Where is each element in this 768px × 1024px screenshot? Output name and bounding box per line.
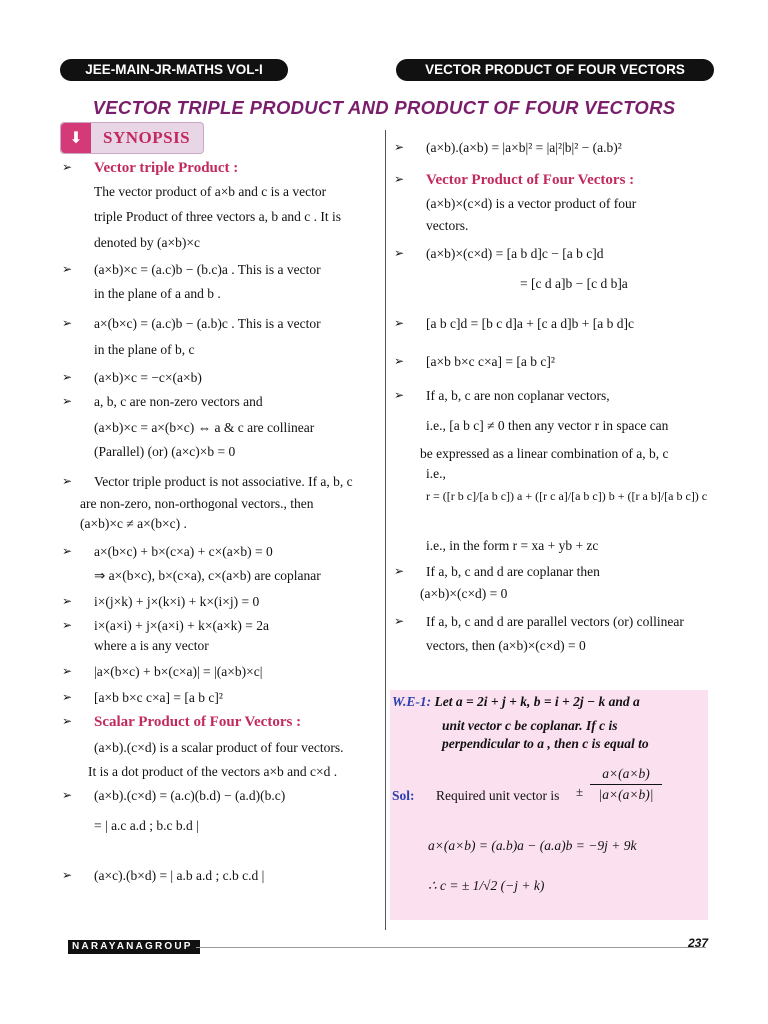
- arrow-bullet-icon: ➢: [394, 354, 405, 368]
- synopsis-label: SYNOPSIS: [103, 128, 191, 147]
- list-item: [60, 316, 378, 342]
- list-item: [60, 818, 378, 868]
- section-heading: Vector Product of Four Vectors :: [426, 172, 635, 188]
- text-line: (a×b)×(c×d) = 0: [420, 586, 508, 601]
- list-item: [60, 516, 378, 544]
- text-line: If a, b, c and d are coplanar then: [426, 564, 600, 579]
- worked-example-box: [390, 690, 708, 920]
- page-number: 237: [688, 936, 709, 950]
- text-line: (Parallel) (or) (a×c)×b = 0: [94, 444, 236, 459]
- text-line: (a×b)×(c×d) = [a b d]c − [a b c]d: [426, 246, 604, 261]
- section-heading: Vector triple Product :: [94, 160, 239, 176]
- linear-combination-formula: r = ([r b c]/[a b c]) a + ([r c a]/[a b c]) b + ([r a b]/[a b c]) c: [426, 489, 708, 503]
- list-item: [392, 316, 712, 354]
- list-item: [392, 418, 712, 446]
- list-item: [392, 354, 712, 388]
- list-item: [392, 446, 712, 466]
- list-item: [392, 196, 712, 218]
- list-item: [60, 618, 378, 638]
- list-item: [392, 564, 712, 586]
- arrow-bullet-icon: ➢: [62, 544, 73, 558]
- text-line: (a×b)×c = (a.c)b − (b.c)a . This is a vector: [94, 262, 321, 277]
- book-title-pill: JEE-MAIN-JR-MATHS VOL-I: [60, 59, 288, 81]
- list-item: [392, 488, 712, 538]
- solution-text: Required unit vector is: [436, 788, 560, 803]
- determinant-expression: = | a.c a.d ; b.c b.d |: [94, 818, 199, 833]
- text-line: [a×b b×c c×a] = [a b c]²: [94, 690, 223, 705]
- arrow-bullet-icon: ➢: [62, 370, 73, 384]
- list-item: [60, 394, 378, 420]
- text-line: i.e.,: [426, 466, 446, 481]
- arrow-bullet-icon: ➢: [62, 262, 73, 276]
- text-line: If a, b, c are non coplanar vectors,: [426, 388, 610, 403]
- text-line: (a×b).(c×d) = (a.c)(b.d) − (a.d)(b.c): [94, 788, 286, 803]
- list-item: [60, 262, 378, 286]
- list-item: [60, 638, 378, 664]
- text-line: |a×(b×c) + b×(c×a)| = |(a×b)×c|: [94, 664, 263, 679]
- chapter-title-pill: VECTOR PRODUCT OF FOUR VECTORS: [396, 59, 714, 81]
- solution-label: Sol:: [392, 788, 415, 803]
- arrow-bullet-icon: ➢: [394, 564, 405, 578]
- column-divider: [385, 130, 386, 930]
- arrow-bullet-icon: ➢: [62, 394, 73, 408]
- text-line: (a×c).(b×d) = | a.b a.d ; c.b c.d |: [94, 868, 265, 883]
- text-line: If a, b, c and d are parallel vectors (or) collinear: [426, 614, 684, 629]
- text-line: i.e., [a b c] ≠ 0 then any vector r in space can: [426, 418, 669, 433]
- list-item: [392, 388, 712, 418]
- text-line: = [c d a]b − [c d b]a: [520, 276, 628, 291]
- list-item: [60, 474, 378, 496]
- arrow-bullet-icon: ➢: [394, 172, 405, 186]
- list-item: [60, 594, 378, 618]
- text-line: vectors.: [426, 218, 469, 233]
- list-item: [392, 466, 712, 488]
- list-item: [392, 586, 712, 614]
- text-line: triple Product of three vectors a, b and c . It is: [94, 209, 342, 224]
- arrow-bullet-icon: ➢: [62, 868, 73, 882]
- text-line: It is a dot product of the vectors a×b and c×d .: [88, 764, 338, 779]
- list-item: [60, 690, 378, 714]
- arrow-bullet-icon: ➢: [62, 618, 73, 632]
- text-line: in the plane of a and b .: [94, 286, 221, 301]
- list-item: [60, 286, 378, 316]
- text-line: (a×b)×c = a×(b×c) ⇔ a & c are collinear: [94, 420, 315, 435]
- list-item: [60, 764, 378, 788]
- list-item: [60, 664, 378, 690]
- text-line: (a×b)×(c×d) is a vector product of four: [426, 196, 637, 211]
- text-line: denoted by (a×b)×c: [94, 235, 200, 250]
- arrow-bullet-icon: ➢: [394, 246, 405, 260]
- text-line: be expressed as a linear combination of a, b, c: [420, 446, 669, 461]
- list-item: [60, 868, 378, 898]
- list-item: [392, 246, 712, 276]
- arrow-bullet-icon: ➢: [62, 714, 73, 728]
- text-line: a×(b×c) = (a.c)b − (a.b)c . This is a vector: [94, 316, 321, 331]
- arrow-bullet-icon: ➢: [62, 690, 73, 704]
- text-line: (a×b)×c ≠ a×(b×c) .: [80, 516, 187, 531]
- text-line: i×(a×i) + j×(a×i) + k×(a×k) = 2a: [94, 618, 269, 633]
- list-item: [392, 614, 712, 638]
- text-line: [a b c]d = [b c d]a + [c a d]b + [a b d]c: [426, 316, 634, 331]
- plus-minus-sign: ±: [576, 784, 584, 799]
- question-line: unit vector c be coplanar. If c is: [442, 718, 618, 733]
- list-item: [60, 496, 378, 516]
- text-line: a, b, c are non-zero vectors and: [94, 394, 263, 409]
- list-item: [392, 638, 712, 662]
- list-item: [392, 140, 712, 172]
- text-line: ⇒ a×(b×c), b×(c×a), c×(a×b) are coplanar: [94, 568, 321, 583]
- arrow-bullet-icon: ➢: [62, 594, 73, 608]
- text-line: i.e., in the form r = xa + yb + zc: [426, 538, 599, 553]
- list-item: [60, 444, 378, 474]
- text-line: [a×b b×c c×a] = [a b c]²: [426, 354, 555, 369]
- text-line: The vector product of a×b and c is a vector: [94, 184, 327, 199]
- text-line: a×(b×c) + b×(c×a) + c×(a×b) = 0: [94, 544, 273, 559]
- text-line: in the plane of b, c: [94, 342, 195, 357]
- right-column: [392, 140, 712, 662]
- fraction-denominator: |a×(a×b)|: [598, 787, 654, 802]
- text-line: where a is any vector: [94, 638, 209, 653]
- arrow-bullet-icon: ➢: [62, 316, 73, 330]
- text-line: (a×b).(a×b) = |a×b|² = |a|²|b|² − (a.b)²: [426, 140, 622, 155]
- list-item: [60, 740, 378, 764]
- worked-example-question: [392, 694, 640, 710]
- list-item: [60, 342, 378, 370]
- question-line: perpendicular to a , then c is equal to: [442, 736, 649, 751]
- text-line: are non-zero, non-orthogonal vectors., then: [80, 496, 314, 511]
- down-arrow-icon: ⬇: [61, 123, 91, 153]
- arrow-bullet-icon: ➢: [62, 474, 73, 488]
- synopsis-badge: [60, 122, 204, 154]
- arrow-bullet-icon: ➢: [394, 388, 405, 402]
- left-column: [60, 160, 378, 898]
- list-item: [392, 172, 712, 196]
- text-line: Vector triple product is not associative. If a, b, c: [94, 474, 353, 489]
- arrow-bullet-icon: ➢: [394, 614, 405, 628]
- list-item: [60, 544, 378, 568]
- arrow-bullet-icon: ➢: [62, 788, 73, 802]
- list-item: [60, 714, 378, 740]
- text-line: (a×b).(c×d) is a scalar product of four vectors.: [94, 740, 344, 755]
- list-item: [60, 160, 378, 184]
- footer-rule: [196, 947, 706, 948]
- question-line: Let a = 2i + j + k, b = i + 2j − k and a: [434, 694, 640, 709]
- list-item: [60, 788, 378, 818]
- arrow-bullet-icon: ➢: [394, 316, 405, 330]
- solution-step: ∴ c = ± 1/√2 (−j + k): [428, 878, 545, 893]
- arrow-bullet-icon: ➢: [62, 664, 73, 678]
- section-heading: Scalar Product of Four Vectors :: [94, 714, 302, 730]
- page-title: VECTOR TRIPLE PRODUCT AND PRODUCT OF FOUR VECTORS: [92, 97, 676, 118]
- list-item: [392, 538, 712, 564]
- list-item: [392, 218, 712, 246]
- arrow-bullet-icon: ➢: [62, 160, 73, 174]
- brand-footer: NARAYANAGROUP: [68, 940, 200, 954]
- solution-fraction: [590, 766, 662, 803]
- list-item: [60, 420, 378, 444]
- arrow-bullet-icon: ➢: [394, 140, 405, 154]
- fraction-numerator: a×(a×b): [590, 766, 662, 785]
- worked-example-label: W.E-1:: [392, 694, 432, 709]
- list-item: [60, 568, 378, 594]
- text-line: vectors, then (a×b)×(c×d) = 0: [426, 638, 586, 653]
- solution-step: a×(a×b) = (a.b)a − (a.a)b = −9j + 9k: [428, 838, 637, 853]
- text-line: (a×b)×c = −c×(a×b): [94, 370, 202, 385]
- text-line: i×(j×k) + j×(k×i) + k×(i×j) = 0: [94, 594, 260, 609]
- list-item: [60, 370, 378, 394]
- list-item: [392, 276, 712, 316]
